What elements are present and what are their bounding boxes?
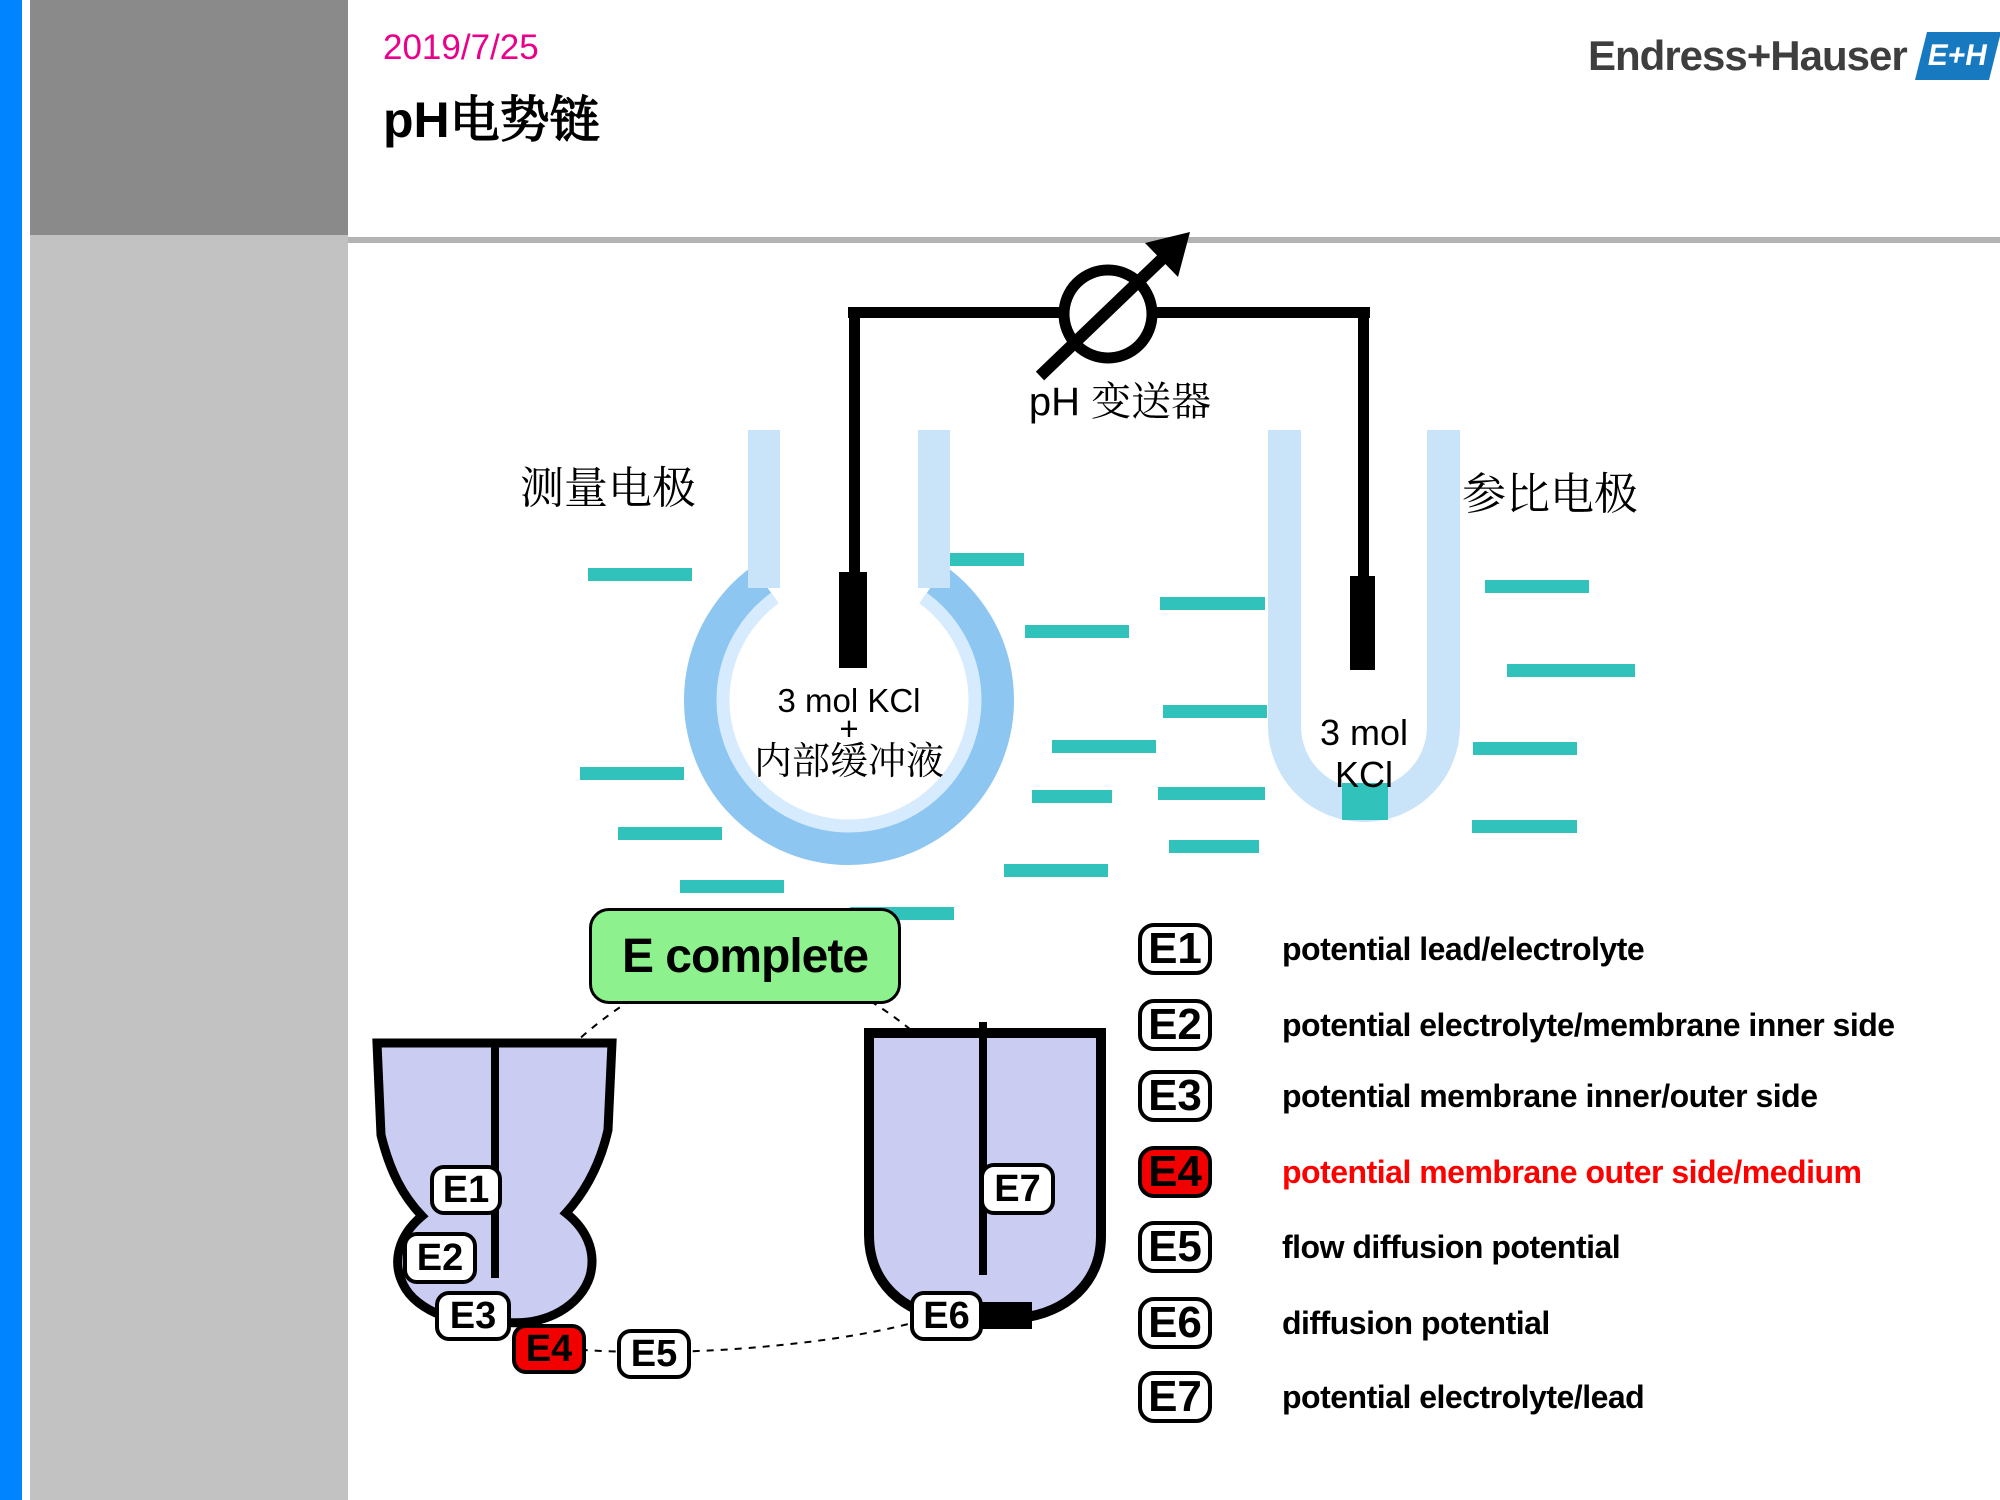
legend-row-e7 bbox=[1138, 1372, 1645, 1422]
legend-row-e6 bbox=[1138, 1298, 1550, 1348]
e-complete-label: E complete bbox=[621, 929, 869, 983]
legend-row-e5 bbox=[1138, 1222, 1621, 1272]
chain-badge-e1: E1 bbox=[430, 1165, 502, 1215]
measuring-electrode-label: 测量电极 bbox=[520, 464, 696, 513]
legend-text-e5: flow diffusion potential bbox=[1282, 1228, 1621, 1265]
chain-badge-e5: E5 bbox=[617, 1329, 691, 1379]
reference-electrode-content bbox=[1285, 712, 1443, 796]
legend-text-e4: potential membrane outer side/medium bbox=[1282, 1153, 1862, 1190]
measuring-fill-line1: 3 mol KCl bbox=[777, 682, 921, 719]
legend-badge-e4: E4 bbox=[1138, 1146, 1212, 1198]
measuring-electrode-content bbox=[724, 684, 974, 784]
legend-text-e1: potential lead/electrolyte bbox=[1282, 930, 1645, 967]
legend-badge-e2: E2 bbox=[1138, 999, 1212, 1051]
legend-text-e7: potential electrolyte/lead bbox=[1282, 1378, 1645, 1415]
slide-date: 2019/7/25 bbox=[383, 28, 539, 67]
reference-electrode-element bbox=[1350, 576, 1375, 670]
legend-row-e2 bbox=[1138, 1000, 1895, 1050]
measuring-fill-line3: 内部缓冲液 bbox=[753, 741, 944, 783]
reference-fill-line1: 3 mol bbox=[1319, 712, 1409, 753]
legend-text-e2: potential electrolyte/membrane inner side bbox=[1282, 1006, 1895, 1043]
slide-title: pH电势链 bbox=[383, 92, 600, 148]
chain-badge-e2: E2 bbox=[403, 1232, 477, 1284]
ph-transmitter-icon bbox=[1040, 232, 1190, 376]
legend-badge-e3: E3 bbox=[1138, 1070, 1212, 1122]
reference-cross-section-lead bbox=[979, 1022, 987, 1275]
legend-badge-e1: E1 bbox=[1138, 923, 1212, 975]
chain-badge-e7: E7 bbox=[980, 1163, 1055, 1215]
legend-badge-e7: E7 bbox=[1138, 1371, 1212, 1423]
legend-row-e4 bbox=[1138, 1147, 1862, 1197]
reference-fill-line2: KCl bbox=[1334, 754, 1393, 795]
measuring-fill-line2: + bbox=[839, 710, 859, 747]
company-logo-text: Endress+Hauser bbox=[1588, 32, 1907, 79]
legend-text-e6: diffusion potential bbox=[1282, 1304, 1550, 1341]
chain-badge-e4: E4 bbox=[512, 1324, 586, 1374]
chain-badge-e6: E6 bbox=[910, 1291, 983, 1341]
chain-badge-e3: E3 bbox=[435, 1291, 511, 1341]
ph-transmitter-label: pH 变送器 bbox=[1028, 380, 1212, 424]
legend-row-e1 bbox=[1138, 924, 1645, 974]
measuring-cross-section-lead bbox=[491, 1043, 499, 1278]
legend-row-e3 bbox=[1138, 1071, 1818, 1121]
reference-cross-section-diaphragm bbox=[975, 1302, 1032, 1329]
legend-text-e3: potential membrane inner/outer side bbox=[1282, 1077, 1818, 1114]
e-complete-box bbox=[589, 908, 901, 1004]
measuring-electrode-shaft-right bbox=[918, 430, 950, 588]
reference-electrode-label: 参比电极 bbox=[1462, 470, 1638, 519]
company-logo-mark-text: E+H bbox=[1925, 39, 1991, 72]
measuring-electrode-element bbox=[839, 572, 867, 668]
measuring-electrode-shaft-left bbox=[748, 430, 780, 588]
legend-badge-e5: E5 bbox=[1138, 1221, 1212, 1273]
legend-badge-e6: E6 bbox=[1138, 1297, 1212, 1349]
